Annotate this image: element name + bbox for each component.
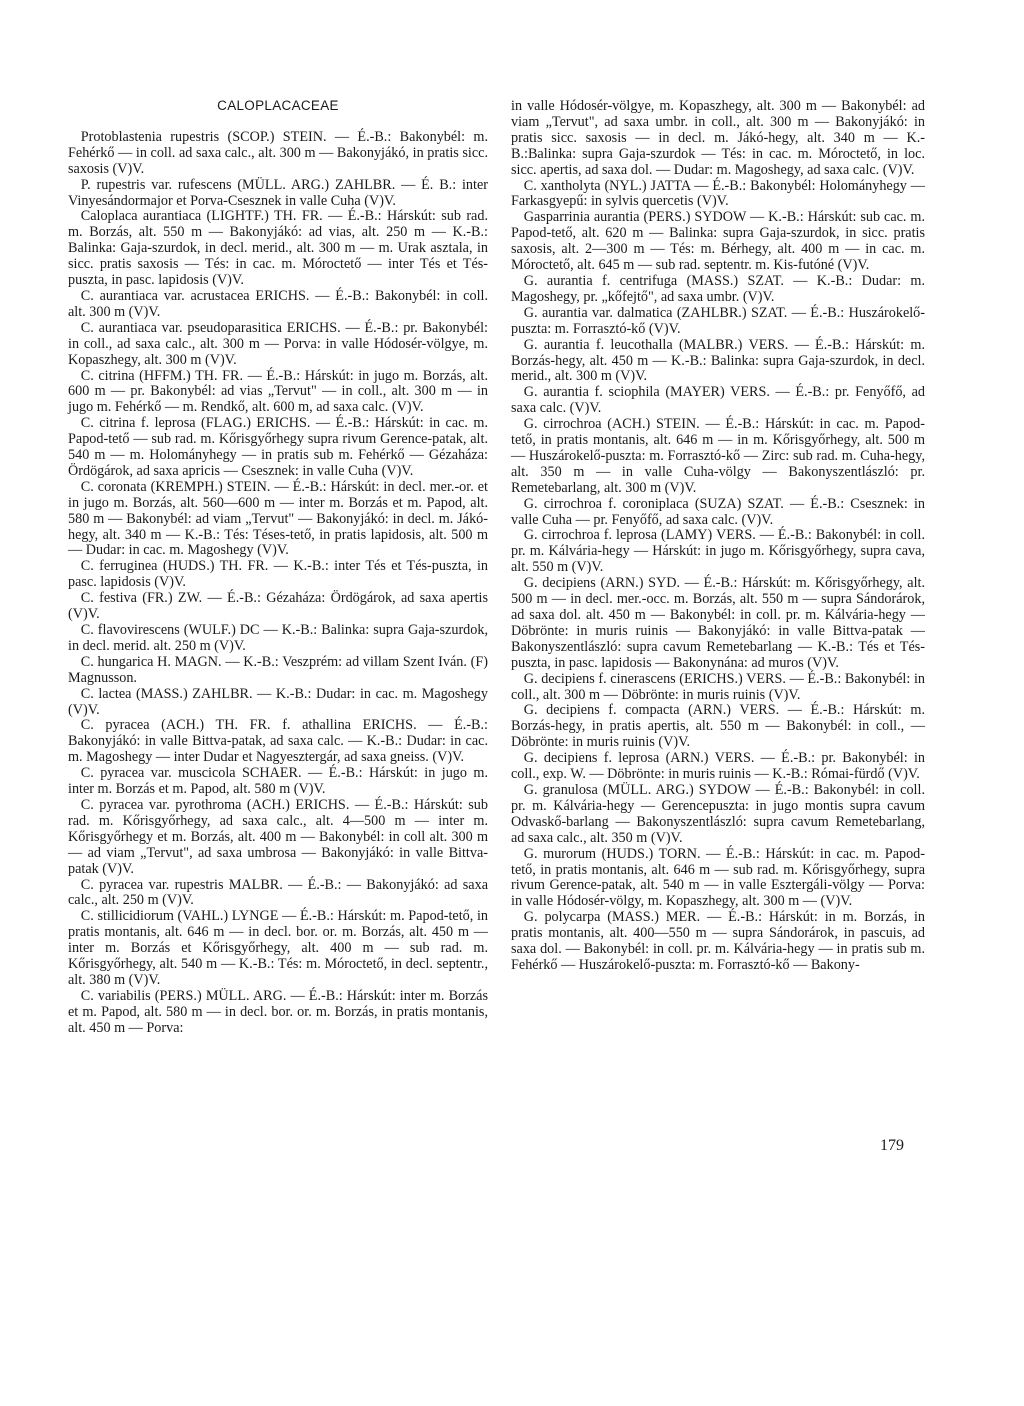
species-entry: C. xantholyta (NYL.) JATTA — É.-B.: Bakonybél: Holományhegy — Farkasgyepű: in sylvis quercetis (V)V. — [511, 177, 925, 210]
species-entry: C. pyracea var. muscicola SCHAER. — É.-B.: Hárskút: in jugo m. inter m. Borzás et m. Papod, alt. 580 m (V)V. — [68, 765, 488, 798]
species-entry: G. murorum (HUDS.) TORN. — É.-B.: Hárskút: in cac. m. Papod-tető, in pratis montanis, alt. 646 m — sub rad. m. Kőrisgyőrhegy, supra rivum Gerence-patak, alt. 540 m — in valle Esztergáli-völgy — Porva: in valle Hódosér-völgy, m. Kopaszhegy, alt. 300 m — (V)V. — [511, 845, 925, 910]
species-entry: G. aurantia f. centrifuga (MASS.) SZAT. — K.-B.: Dudar: m. Magoshegy, pr. „kőfejtő", ad saxa umbr. (V)V. — [511, 272, 925, 305]
species-entry: G. polycarpa (MASS.) MER. — É.-B.: Hárskút: in m. Borzás, in pratis montanis, alt. 400—550 m — supra Sándorárok, in pascuis, ad saxa dol. — Bakonybél: in coll. pr. m. Kálvária-hegy — in pratis sub m. Fehérkő — Huszárokelő-puszta: m. Forrasztó-kő — Bakony- — [511, 909, 925, 973]
species-entry: C. ferruginea (HUDS.) TH. FR. — K.-B.: inter Tés et Tés-puszta, in pasc. lapidosis (V)V. — [68, 558, 488, 591]
species-entry: G. cirrochroa f. coroniplaca (SUZA) SZAT. — É.-B.: Csesznek: in valle Cuha — pr. Fenyőfő, ad saxa calc. (V)V. — [511, 495, 925, 528]
species-entry: C. variabilis (PERS.) MÜLL. ARG. — É.-B.: Hárskút: inter m. Borzás et m. Papod, alt. 580 m — in decl. bor. or. m. Borzás, in pratis montanis, alt. 450 m — Porva: — [68, 987, 488, 1036]
species-entry: G. decipiens f. leprosa (ARN.) VERS. — É.-B.: pr. Bakonybél: in coll., exp. W. — Döbrönte: in muris ruinis — K.-B.: Római-fürdő (V)V. — [511, 750, 925, 783]
left-entries — [68, 130, 488, 1037]
species-entry: G. decipiens (ARN.) SYD. — É.-B.: Hárskút: m. Kőrisgyőrhegy, alt. 500 m — in decl. mer.-occ. m. Borzás, alt. 550 m — supra Sándorárok, ad saxa dol. alt. 450 m — Bakonybél: in coll. pr. m. Kálvária-hegy — Döbrönte: in muris ruinis — Bakonyjákó: in valle Bittva-patak — Bakonyszentlászló: supra cavum Remetebarlang — K.-B.: Tés et Tés-puszta, in pasc. lapidosis — Bakonynána: ad muros (V)V. — [511, 575, 925, 671]
right-entries — [511, 99, 925, 974]
species-entry: C. pyracea (ACH.) TH. FR. f. athallina ERICHS. — É.-B.: Bakonyjákó: in valle Bittva-patak, ad saxa calc. — K.-B.: Dudar: in cac. m. Magoshegy — inter Dudar et Nagyesztergár, ad saxa gneiss. (V)V. — [68, 717, 488, 766]
species-entry: C. pyracea var. rupestris MALBR. — É.-B.: — Bakonyjákó: ad saxa calc., alt. 250 m (V)V. — [68, 876, 488, 909]
species-entry: Caloplaca aurantiaca (LIGHTF.) TH. FR. — É.-B.: Hárskút: sub rad. m. Borzás, alt. 550 m — Bakonyjákó: ad vias, alt. 250 m — K.-B.: Balinka: Gaja-szurdok, in decl. merid., alt. 300 m — m. Urak asztala, in sicc. pratis saxosis — Tés: in cac. m. Móroctető — inter Tés et Tés-puszta, in pasc. lapidosis (V)V. — [68, 208, 488, 289]
species-entry: Gasparrinia aurantia (PERS.) SYDOW — K.-B.: Hárskút: sub cac. m. Papod-tető, alt. 620 m — Balinka: supra Gaja-szurdok, in sicc. pratis saxosis, alt. 2—300 m — Tés: m. Bérhegy, alt. 400 m — in cac. m. Móroctető, alt. 645 m — sub rad. septentr. m. Kis-futóné (V)V. — [511, 209, 925, 274]
species-entry: C. hungarica H. MAGN. — K.-B.: Veszprém: ad villam Szent Iván. (F) Magnusson. — [68, 653, 488, 686]
species-entry: C. aurantiaca var. pseudoparasitica ERICHS. — É.-B.: pr. Bakonybél: in coll., ad saxa calc., alt. 300 m — Porva: in valle Hódosér-völgye, m. Kopaszhegy, alt. 300 m (V)V. — [68, 319, 488, 368]
species-entry: G. aurantia var. dalmatica (ZAHLBR.) SZAT. — É.-B.: Huszárokelő-puszta: m. Forrasztó-kő (V)V. — [511, 304, 925, 337]
left-column — [68, 98, 488, 1037]
species-entry: C. coronata (KREMPH.) STEIN. — É.-B.: Hárskút: in decl. mer.-or. et in jugo m. Borzás, alt. 560—600 m — inter m. Borzás et m. Papod, alt. 580 m — Bakonybél: ad viam „Tervut" — Bakonyjákó: in decl. m. Jákó-hegy, alt. 340 m — K.-B.: Tés: Téses-tető, in pratis lapidosis, alt. 500 m — Dudar: in cac. m. Magoshegy (V)V. — [68, 478, 488, 559]
species-entry: P. rupestris var. rufescens (MÜLL. ARG.) ZAHLBR. — É. B.: inter Vinyesándormajor et Porva-Csesznek in valle Cuha (V)V. — [68, 176, 488, 209]
species-entry: G. decipiens f. cinerascens (ERICHS.) VERS. — É.-B.: Bakonybél: in coll., alt. 300 m — Döbrönte: in muris ruinis (V)V. — [511, 670, 925, 703]
species-entry: C. aurantiaca var. acrustacea ERICHS. — É.-B.: Bakonybél: in coll. alt. 300 m (V)V. — [68, 287, 488, 320]
species-entry: G. aurantia f. leucothalla (MALBR.) VERS. — É.-B.: Hárskút: m. Borzás-hegy, alt. 450 m — K.-B.: Balinka: supra Gaja-szurdok, in decl. merid., alt. 300 m (V)V. — [511, 336, 925, 385]
species-entry: G. granulosa (MÜLL. ARG.) SYDOW — É.-B.: Bakonybél: in coll. pr. m. Kálvária-hegy — Gerencepuszta: in jugo montis supra cavum Odvaskő-barlang — Bakonyszentlászló: supra cavum Remetebarlang, ad saxa calc., alt. 350 m (V)V. — [511, 781, 925, 846]
species-entry: G. aurantia f. sciophila (MAYER) VERS. — É.-B.: pr. Fenyőfő, ad saxa calc. (V)V. — [511, 384, 925, 417]
species-entry: C. citrina f. leprosa (FLAG.) ERICHS. — É.-B.: Hárskút: in cac. m. Papod-tető — sub rad. m. Kőrisgyőrhegy supra rivum Gerence-patak, alt. 540 m — m. Holományhegy — in pratis sub m. Fehérkő — Gézaháza: Ördögárok, ad saxa apricis — Csesznek: in valle Cuha (V)V. — [68, 415, 488, 479]
species-entry: C. pyracea var. pyrothroma (ACH.) ERICHS. — É.-B.: Hárskút: sub rad. m. Kőrisgyőrhegy, ad saxa calc., alt. 4—500 m — inter m. Kőrisgyőrhegy et m. Borzás, alt. 400 m — Bakonybél: in coll alt. 300 m — ad viam „Tervut", ad saxa umbrosa — Bakonyjákó: in valle Bittva-patak (V)V. — [68, 796, 488, 877]
species-entry: C. flavovirescens (WULF.) DC — K.-B.: Balinka: supra Gaja-szurdok, in decl. merid. alt. 250 m (V)V. — [68, 622, 488, 654]
species-entry: C. stillicidiorum (VAHL.) LYNGE — É.-B.: Hárskút: m. Papod-tető, in pratis montanis, alt. 646 m — in decl. bor. or. m. Borzás, alt. 450 m — inter m. Borzás et Kőrisgyőrhegy, alt. 400 m — sub rad. m. Kőrisgyőrhegy, alt. 540 m — K.-B.: Tés: m. Móroctető, in decl. septentr., alt. 380 m (V)V. — [68, 908, 488, 988]
species-entry: C. festiva (FR.) ZW. — É.-B.: Gézaháza: Ördögárok, ad saxa apertis (V)V. — [68, 590, 488, 623]
section-heading: CALOPLACACEAE — [217, 98, 339, 113]
species-entry: G. decipiens f. compacta (ARN.) VERS. — É.-B.: Hárskút: m. Borzás-hegy, in pratis apertis, alt. 550 m — Bakonybél: in coll., — Döbrönte: in muris ruinis (V)V. — [511, 702, 925, 751]
species-entry: C. lactea (MASS.) ZAHLBR. — K.-B.: Dudar: in cac. m. Magoshegy (V)V. — [68, 685, 488, 718]
page-number: 179 — [880, 1137, 904, 1154]
right-column — [511, 99, 925, 974]
species-entry: G. cirrochroa (ACH.) STEIN. — É.-B.: Hárskút: in cac. m. Papod-tető, in pratis montanis, alt. 646 m — in m. Kőrisgyőrhegy, alt. 500 m — Huszárokelő-puszta: m. Forrasztó-kő — Zirc: sub rad. m. Cuha-hegy, alt. 350 m — in valle Cuha-völgy — Bakonyszentlászló: pr. Remetebarlang, alt. 300 m (V)V. — [511, 416, 925, 496]
species-entry: in valle Hódosér-völgye, m. Kopaszhegy, alt. 300 m — Bakonybél: ad viam „Tervut", ad saxa umbr. in coll., alt. 300 m — Bakonyjákó: in pratis sicc. saxosis — in decl. m. Jákó-hegy, alt. 340 m — K.-B.:Balinka: supra Gaja-szurdok — Tés: in cac. m. Móroctető, in loc. sicc. apertis, ad saxa dol. — Dudar: m. Magoshegy, ad saxa calc. (V)V. — [511, 98, 925, 178]
species-entry: Protoblastenia rupestris (SCOP.) STEIN. — É.-B.: Bakonybél: m. Fehérkő — in coll. ad saxa calc., alt. 300 m — Bakonyjákó, in pratis sicc. saxosis (V)V. — [68, 128, 488, 177]
species-entry: C. citrina (HFFM.) TH. FR. — É.-B.: Hárskút: in jugo m. Borzás, alt. 600 m — pr. Bakonybél: ad vias „Tervut" — in coll., alt. 300 m — in jugo m. Fehérkő — m. Rendkő, alt. 600 m, ad saxa calc. (V)V. — [68, 367, 488, 416]
species-entry: G. cirrochroa f. leprosa (LAMY) VERS. — É.-B.: Bakonybél: in coll. pr. m. Kálvária-hegy — Hárskút: in jugo m. Kőrisgyőrhegy, supra cava, alt. 550 m (V)V. — [511, 527, 925, 576]
